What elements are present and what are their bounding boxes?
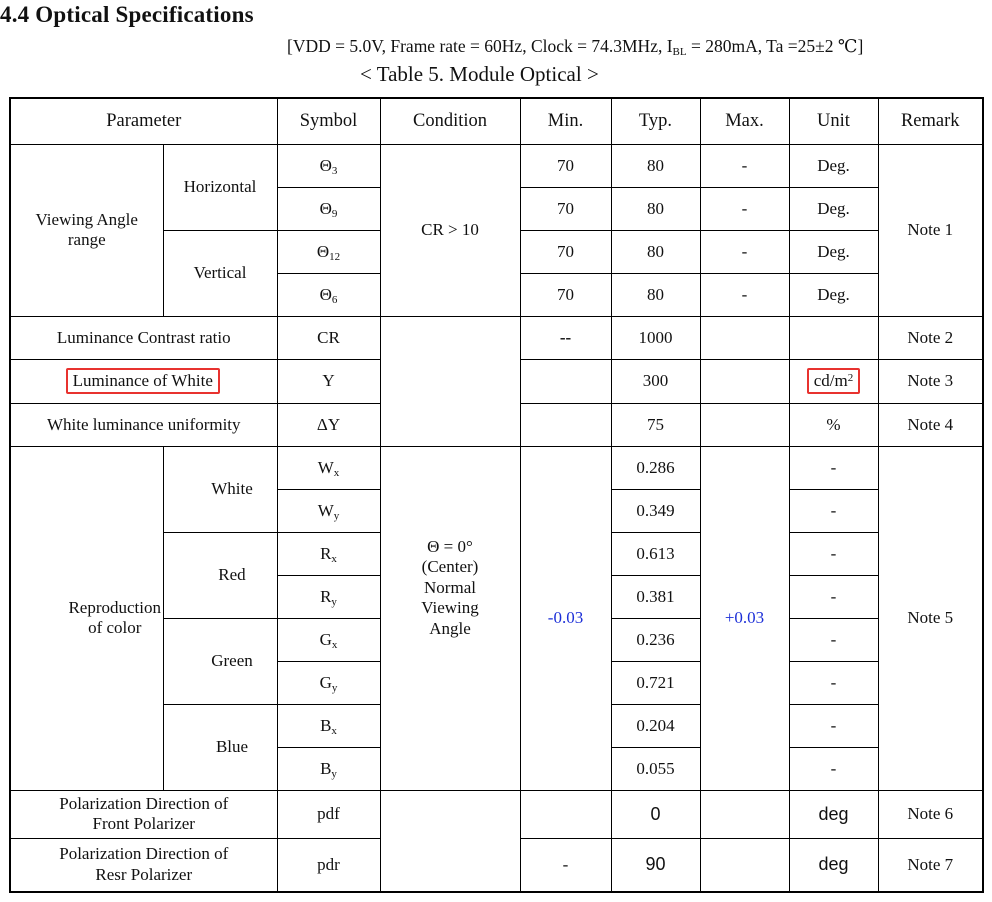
max-cell: - — [700, 187, 789, 230]
unit-cell: - — [789, 618, 878, 661]
optical-spec-table — [9, 97, 984, 893]
white-luminance-label — [10, 359, 277, 403]
measurement-conditions: [VDD = 5.0V, Frame rate = 60Hz, Clock = 74.3MHz, $I_{BL} = 280mA$, Ta =25±2 ℃] — [287, 36, 864, 58]
col-header-remark: Remark — [878, 98, 983, 144]
typ-cell: 90 — [611, 838, 700, 892]
min-cell — [520, 359, 611, 403]
red-group-label: Red — [163, 532, 277, 618]
symbol-cell: $G_x$ — [277, 618, 380, 661]
color-reproduction-label: Reproduction of color — [10, 446, 163, 790]
front-polarizer-label: Polarization Direction of Front Polarizer — [10, 790, 277, 838]
symbol-cell: Y — [277, 359, 380, 403]
typ-cell: 0.236 — [611, 618, 700, 661]
unit-cell: Deg. — [789, 144, 878, 187]
unit-cell: Deg. — [789, 230, 878, 273]
remark-note2: Note 2 — [878, 316, 983, 359]
typ-cell: 0.381 — [611, 575, 700, 618]
symbol-cell: $W_x$ — [277, 446, 380, 489]
typ-cell: 0.286 — [611, 446, 700, 489]
min-cell: - — [520, 838, 611, 892]
remark-note6: Note 6 — [878, 790, 983, 838]
max-cell — [700, 359, 789, 403]
unit-cell — [789, 316, 878, 359]
section-heading: 4.4 Optical Specifications — [0, 2, 254, 27]
table-caption: < Table 5. Module Optical > — [360, 62, 599, 86]
symbol-cell: $B_x$ — [277, 704, 380, 747]
highlight-box: $cd/m^2$ — [807, 368, 861, 394]
remark-note1: Note 1 — [878, 144, 983, 316]
contrast-label: Luminance Contrast ratio — [10, 316, 277, 359]
unit-cell: % — [789, 403, 878, 446]
unit-cell: - — [789, 489, 878, 532]
remark-note7: Note 7 — [878, 838, 983, 892]
min-cell: -- — [520, 316, 611, 359]
vertical-label: Vertical — [163, 230, 277, 316]
typ-cell: 0.721 — [611, 661, 700, 704]
symbol-cell: ΔY — [277, 403, 380, 446]
table-row — [10, 316, 983, 359]
unit-cell: - — [789, 446, 878, 489]
blue-group-label: Blue — [163, 704, 277, 790]
white-group-label: White — [163, 446, 277, 532]
remark-note3: Note 3 — [878, 359, 983, 403]
remark-note5: Note 5 — [878, 446, 983, 790]
min-cell: 70 — [520, 187, 611, 230]
max-cell — [700, 838, 789, 892]
green-group-label: Green — [163, 618, 277, 704]
max-cell — [700, 316, 789, 359]
min-cell: 70 — [520, 230, 611, 273]
unit-cell: deg — [789, 838, 878, 892]
symbol-cell: $\Theta_6$ — [277, 273, 380, 316]
symbol-cell: $R_x$ — [277, 532, 380, 575]
highlight-box: Luminance of White — [66, 368, 220, 394]
col-header-unit: Unit — [789, 98, 878, 144]
symbol-cell: CR — [277, 316, 380, 359]
symbol-cell: $\Theta_3$ — [277, 144, 380, 187]
max-cell — [700, 403, 789, 446]
symbol-cell: pdf — [277, 790, 380, 838]
typ-cell: 80 — [611, 230, 700, 273]
typ-cell: 1000 — [611, 316, 700, 359]
condition-empty — [380, 316, 520, 446]
symbol-cell: $\Theta_9$ — [277, 187, 380, 230]
viewing-angle-label: Viewing Angle range — [10, 144, 163, 316]
symbol-cell: $B_y$ — [277, 747, 380, 790]
unit-cell — [789, 359, 878, 403]
remark-note4: Note 4 — [878, 403, 983, 446]
typ-cell: 75 — [611, 403, 700, 446]
typ-cell: 0.349 — [611, 489, 700, 532]
col-header-typ: Typ. — [611, 98, 700, 144]
table-row — [10, 144, 983, 187]
symbol-cell: pdr — [277, 838, 380, 892]
col-header-max: Max. — [700, 98, 789, 144]
col-header-parameter: Parameter — [10, 98, 277, 144]
unit-cell: - — [789, 661, 878, 704]
header-row — [10, 98, 983, 144]
typ-cell: 0 — [611, 790, 700, 838]
max-cell — [700, 790, 789, 838]
typ-cell: 0.204 — [611, 704, 700, 747]
symbol-cell: $\Theta_{12}$ — [277, 230, 380, 273]
condition-empty — [380, 790, 520, 892]
unit-cell: Deg. — [789, 187, 878, 230]
table-row — [10, 790, 983, 838]
typ-cell: 0.055 — [611, 747, 700, 790]
typ-cell: 0.613 — [611, 532, 700, 575]
typ-cell: 80 — [611, 187, 700, 230]
max-cell: - — [700, 230, 789, 273]
table-row — [10, 446, 983, 489]
max-cell: - — [700, 144, 789, 187]
symbol-cell: $G_y$ — [277, 661, 380, 704]
horizontal-label: Horizontal — [163, 144, 277, 230]
min-cell: 70 — [520, 273, 611, 316]
max-cell: - — [700, 273, 789, 316]
typ-cell: 80 — [611, 144, 700, 187]
min-cell — [520, 403, 611, 446]
col-header-min: Min. — [520, 98, 611, 144]
uniformity-label: White luminance uniformity — [10, 403, 277, 446]
typ-cell: 300 — [611, 359, 700, 403]
unit-cell: - — [789, 575, 878, 618]
min-cell — [520, 790, 611, 838]
color-condition: Θ = 0° (Center) Normal Viewing Angle — [380, 446, 520, 790]
col-header-condition: Condition — [380, 98, 520, 144]
unit-cell: - — [789, 747, 878, 790]
typ-cell: 80 — [611, 273, 700, 316]
viewing-condition: CR > 10 — [380, 144, 520, 316]
unit-cell: Deg. — [789, 273, 878, 316]
unit-cell: deg — [789, 790, 878, 838]
min-cell: 70 — [520, 144, 611, 187]
rear-polarizer-label: Polarization Direction of Resr Polarizer — [10, 838, 277, 892]
symbol-cell: $R_y$ — [277, 575, 380, 618]
color-min-tolerance: -0.03 — [520, 446, 611, 790]
unit-cell: - — [789, 532, 878, 575]
unit-cell: - — [789, 704, 878, 747]
color-max-tolerance: +0.03 — [700, 446, 789, 790]
col-header-symbol: Symbol — [277, 98, 380, 144]
symbol-cell: $W_y$ — [277, 489, 380, 532]
